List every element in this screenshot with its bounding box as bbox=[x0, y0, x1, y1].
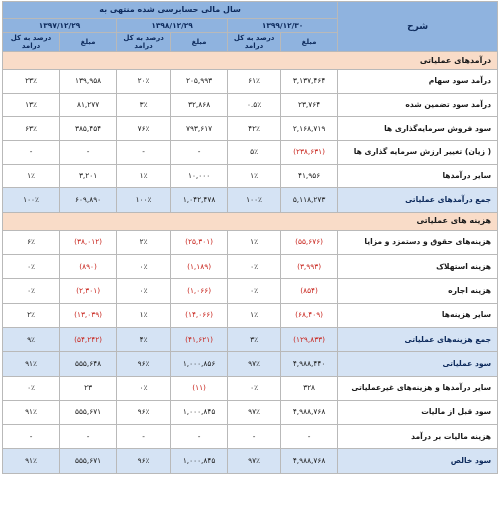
amount-cell: ۳,۲۰۱ bbox=[60, 164, 117, 188]
percent-cell: ۱٪ bbox=[117, 164, 171, 188]
table-row bbox=[3, 117, 498, 141]
percent-cell: ۲۳٪ bbox=[3, 70, 60, 94]
amount-cell: ۲,۱۶۸,۷۱۹ bbox=[281, 117, 338, 141]
amount-cell: (۱۴,۰۶۶) bbox=[171, 303, 228, 327]
percent-cell: ۹۶٪ bbox=[117, 352, 171, 376]
amount-cell: ۱۰,۰۰۰ bbox=[171, 164, 228, 188]
table-row bbox=[3, 376, 498, 400]
amount-cell: ۶۰۹,۸۹۰ bbox=[60, 188, 117, 212]
amount-cell: ۱,۰۰۰,۸۴۵ bbox=[171, 449, 228, 473]
amount-cell: (۲۵,۳۰۱) bbox=[171, 230, 228, 254]
percent-cell: ۰٪ bbox=[3, 255, 60, 279]
financial-statement bbox=[2, 1, 497, 474]
percent-cell: ۰٪ bbox=[228, 255, 281, 279]
percent-cell: ۱٪ bbox=[228, 230, 281, 254]
percent-cell: ۰٪ bbox=[228, 376, 281, 400]
row-label: هزینه مالیات بر درآمد bbox=[338, 425, 498, 449]
amount-cell: ۱,۰۴۲,۴۷۸ bbox=[171, 188, 228, 212]
percent-cell: ۳٪ bbox=[117, 93, 171, 117]
section-header-row bbox=[3, 212, 498, 230]
amount-cell: ۲۳ bbox=[60, 376, 117, 400]
amount-cell: ۳۲۸ bbox=[281, 376, 338, 400]
percent-cell: ۲٪ bbox=[117, 230, 171, 254]
amount-cell: ۲۳,۷۶۴ bbox=[281, 93, 338, 117]
table-row bbox=[3, 279, 498, 303]
table-body bbox=[3, 52, 498, 474]
percent-header: درصد به کل درامد bbox=[117, 33, 171, 52]
amount-cell: ۱,۰۰۰,۸۴۵ bbox=[171, 400, 228, 424]
amount-cell: - bbox=[60, 141, 117, 165]
percent-cell: ۹۱٪ bbox=[3, 449, 60, 473]
percent-cell: ۱٪ bbox=[228, 303, 281, 327]
percent-cell: ۰٪ bbox=[117, 279, 171, 303]
amount-cell: (۲,۳۰۱) bbox=[60, 279, 117, 303]
amount-cell: ۱,۰۰۰,۸۵۶ bbox=[171, 352, 228, 376]
amount-cell: ۲۰۵,۹۹۳ bbox=[171, 70, 228, 94]
table-row bbox=[3, 141, 498, 165]
amount-cell: (۱۳,۰۳۹) bbox=[60, 303, 117, 327]
percent-cell: ۱۰۰٪ bbox=[3, 188, 60, 212]
percent-cell: ۶٪ bbox=[3, 230, 60, 254]
percent-cell: ۰.۵٪ bbox=[228, 93, 281, 117]
amount-cell: (۳,۹۹۳) bbox=[281, 255, 338, 279]
amount-cell: ۴۱,۹۵۶ bbox=[281, 164, 338, 188]
percent-cell: ۹۷٪ bbox=[228, 449, 281, 473]
table-row bbox=[3, 230, 498, 254]
percent-header: درصد به کل درامد bbox=[228, 33, 281, 52]
percent-cell: ۶۳٪ bbox=[3, 117, 60, 141]
percent-cell: ۱۰۰٪ bbox=[228, 188, 281, 212]
row-label: سایر درآمدها bbox=[338, 164, 498, 188]
amount-cell: ۵۵۵,۶۴۸ bbox=[60, 352, 117, 376]
table-row bbox=[3, 303, 498, 327]
amount-cell: ۳,۱۳۷,۴۶۴ bbox=[281, 70, 338, 94]
amount-cell: (۵۵,۶۷۶) bbox=[281, 230, 338, 254]
percent-cell: ۹۷٪ bbox=[228, 352, 281, 376]
amount-cell: ۳۲,۸۶۸ bbox=[171, 93, 228, 117]
table-row bbox=[3, 327, 498, 351]
amount-cell: (۱,۰۶۶) bbox=[171, 279, 228, 303]
table-row bbox=[3, 188, 498, 212]
percent-cell: ۱٪ bbox=[117, 303, 171, 327]
date-header: ۱۳۹۸/۱۲/۲۹ bbox=[117, 19, 228, 33]
row-label: درآمد سود تضمین شده bbox=[338, 93, 498, 117]
row-label: ( زیان) تغییر ارزش سرمایه گذاری ها bbox=[338, 141, 498, 165]
percent-cell: ۰٪ bbox=[117, 255, 171, 279]
amount-cell: ۴,۹۸۸,۷۶۸ bbox=[281, 400, 338, 424]
percent-cell: - bbox=[3, 141, 60, 165]
percent-cell: ۴۲٪ bbox=[228, 117, 281, 141]
percent-cell: ۹۷٪ bbox=[228, 400, 281, 424]
row-label: جمع درآمدهای عملیاتی bbox=[338, 188, 498, 212]
row-label: هزینه‌های حقوق و دستمزد و مزایا bbox=[338, 230, 498, 254]
percent-header: درصد به کل درامد bbox=[3, 33, 60, 52]
row-label: جمع هزینه‌های عملیاتی bbox=[338, 327, 498, 351]
amount-cell: - bbox=[60, 425, 117, 449]
percent-cell: ۰٪ bbox=[3, 279, 60, 303]
percent-cell: ۹۱٪ bbox=[3, 352, 60, 376]
percent-cell: ۱۳٪ bbox=[3, 93, 60, 117]
table-row bbox=[3, 400, 498, 424]
amount-cell: (۶۸,۴۰۹) bbox=[281, 303, 338, 327]
percent-cell: ۹۶٪ bbox=[117, 400, 171, 424]
percent-cell: - bbox=[117, 425, 171, 449]
date-header: ۱۳۹۹/۱۲/۳۰ bbox=[228, 19, 338, 33]
amount-cell: ۴,۹۸۸,۴۴۰ bbox=[281, 352, 338, 376]
percent-cell: ۰٪ bbox=[3, 376, 60, 400]
amount-header: مبلغ bbox=[171, 33, 228, 52]
percent-cell: - bbox=[117, 141, 171, 165]
period-title: سال مالی حسابرسی شده منتهی به bbox=[3, 2, 338, 19]
table-row bbox=[3, 425, 498, 449]
amount-cell: ۷۹۳,۶۱۷ bbox=[171, 117, 228, 141]
table-row bbox=[3, 70, 498, 94]
percent-cell: - bbox=[228, 425, 281, 449]
table-row bbox=[3, 352, 498, 376]
percent-cell: ۵٪ bbox=[228, 141, 281, 165]
row-label: سود عملیاتی bbox=[338, 352, 498, 376]
percent-cell: ۹۱٪ bbox=[3, 400, 60, 424]
row-label: سایر درآمدها و هزینه‌های غیرعملیاتی bbox=[338, 376, 498, 400]
amount-cell: (۱,۱۸۹) bbox=[171, 255, 228, 279]
amount-cell: (۱۱) bbox=[171, 376, 228, 400]
table-row bbox=[3, 164, 498, 188]
amount-cell: ۳۸۵,۴۵۴ bbox=[60, 117, 117, 141]
percent-cell: ۰٪ bbox=[117, 376, 171, 400]
amount-cell: ۱۳۹,۹۵۸ bbox=[60, 70, 117, 94]
amount-cell: ۴,۹۸۸,۷۶۸ bbox=[281, 449, 338, 473]
amount-cell: (۴۱,۶۲۱) bbox=[171, 327, 228, 351]
amount-cell: (۸۹۰) bbox=[60, 255, 117, 279]
section-title: هزینه های عملیاتی bbox=[3, 212, 498, 230]
percent-cell: ۳٪ bbox=[228, 327, 281, 351]
amount-cell: (۲۳۸,۶۳۱) bbox=[281, 141, 338, 165]
row-label: درآمد سود سهام bbox=[338, 70, 498, 94]
table-row bbox=[3, 93, 498, 117]
percent-cell: ۹۶٪ bbox=[117, 449, 171, 473]
row-label: سود فروش سرمایه‌گذاری ها bbox=[338, 117, 498, 141]
percent-cell: ۲۰٪ bbox=[117, 70, 171, 94]
amount-header: مبلغ bbox=[281, 33, 338, 52]
table-row bbox=[3, 449, 498, 473]
percent-cell: - bbox=[3, 425, 60, 449]
date-header: ۱۳۹۷/۱۲/۲۹ bbox=[3, 19, 117, 33]
percent-cell: ۰٪ bbox=[228, 279, 281, 303]
percent-cell: ۷۶٪ bbox=[117, 117, 171, 141]
amount-cell: (۵۴,۲۴۲) bbox=[60, 327, 117, 351]
amount-cell: ۸۱,۲۷۷ bbox=[60, 93, 117, 117]
row-label: سود قبل از مالیات bbox=[338, 400, 498, 424]
amount-cell: - bbox=[281, 425, 338, 449]
percent-cell: ۱۰۰٪ bbox=[117, 188, 171, 212]
amount-cell: ۵,۱۱۸,۲۷۳ bbox=[281, 188, 338, 212]
description-header: شرح bbox=[338, 2, 498, 52]
percent-cell: ۱٪ bbox=[228, 164, 281, 188]
percent-cell: ۲٪ bbox=[3, 303, 60, 327]
amount-cell: ۵۵۵,۶۷۱ bbox=[60, 400, 117, 424]
amount-cell: (۸۵۴) bbox=[281, 279, 338, 303]
amount-cell: (۱۲۹,۸۳۳) bbox=[281, 327, 338, 351]
row-label: هزینه استهلاک bbox=[338, 255, 498, 279]
section-header-row bbox=[3, 52, 498, 70]
row-label: سایر هزینه‌ها bbox=[338, 303, 498, 327]
percent-cell: ۴٪ bbox=[117, 327, 171, 351]
percent-cell: ۹٪ bbox=[3, 327, 60, 351]
percent-cell: ۶۱٪ bbox=[228, 70, 281, 94]
row-label: هزینه اجاره bbox=[338, 279, 498, 303]
income-statement-table bbox=[2, 1, 498, 474]
percent-cell: ۱٪ bbox=[3, 164, 60, 188]
amount-cell: - bbox=[171, 425, 228, 449]
amount-cell: - bbox=[171, 141, 228, 165]
row-label: سود خالص bbox=[338, 449, 498, 473]
amount-header: مبلغ bbox=[60, 33, 117, 52]
amount-cell: (۳۸,۰۱۲) bbox=[60, 230, 117, 254]
section-title: درآمدهای عملیاتی bbox=[3, 52, 498, 70]
amount-cell: ۵۵۵,۶۷۱ bbox=[60, 449, 117, 473]
table-row bbox=[3, 255, 498, 279]
